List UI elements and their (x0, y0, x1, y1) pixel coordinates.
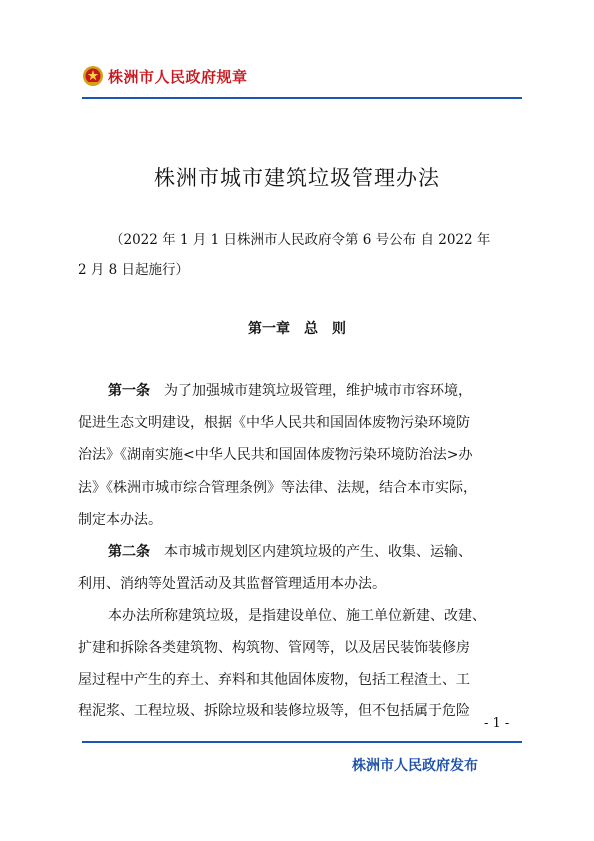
body-line (78, 573, 386, 593)
body-line (108, 605, 486, 625)
body-line (78, 700, 470, 720)
line-text: 本办法所称建筑垃圾，是指建设单位、施工单位新建、改建、 (108, 608, 486, 624)
body-line (78, 444, 472, 464)
body-line (78, 412, 470, 432)
body-line (78, 669, 470, 689)
line-text: 利用、消纳等处置活动及其监督管理适用本办法。 (78, 576, 386, 592)
body-line (78, 637, 470, 657)
promulgation-note-line1: （2022 年 1 月 1 日株洲市人民政府令第 6 号公布 自 2022 年 (110, 232, 491, 248)
body-line (108, 541, 472, 561)
page-number: - 1 - (484, 716, 510, 731)
page-header (82, 62, 248, 90)
line-text: 促进生态文明建设，根据《中华人民共和国固体废物污染环境防 (78, 415, 470, 431)
header-title: 株洲市人民政府规章 (108, 67, 248, 86)
line-text: 本市城市规划区内建筑垃圾的产生、收集、运输、 (150, 544, 472, 560)
promulgation-note-line2: 2 月 8 日起施行） (78, 262, 190, 278)
footer-publisher: 株洲市人民政府发布 (352, 758, 478, 774)
footer-divider (82, 741, 522, 743)
line-text: 程泥浆、工程垃圾、拆除垃圾和装修垃圾等，但不包括属于危险 (78, 703, 470, 719)
body-line (78, 509, 162, 529)
article-number: 第一条 (108, 383, 150, 399)
body-line (108, 380, 472, 400)
line-text: 治法》《湖南实施<中华人民共和国固体废物污染环境防治法>办 (78, 447, 473, 463)
body-line (78, 477, 477, 497)
chapter-heading: 第一章 总 则 (248, 321, 346, 337)
document-title: 株洲市城市建筑垃圾管理办法 (154, 166, 440, 190)
line-text: 为了加强城市建筑垃圾管理，维护城市市容环境， (150, 383, 472, 399)
line-text: 法》《株洲市城市综合管理条例》等法律、法规，结合本市实际， (78, 480, 477, 496)
line-text: 扩建和拆除各类建筑物、构筑物、管网等，以及居民装饰装修房 (78, 640, 470, 656)
article-number: 第二条 (108, 544, 150, 560)
national-emblem-icon (82, 65, 104, 87)
line-text: 屋过程中产生的弃土、弃料和其他固体废物，包括工程渣土、工 (78, 672, 470, 688)
header-divider (82, 97, 522, 99)
line-text: 制定本办法。 (78, 512, 162, 528)
